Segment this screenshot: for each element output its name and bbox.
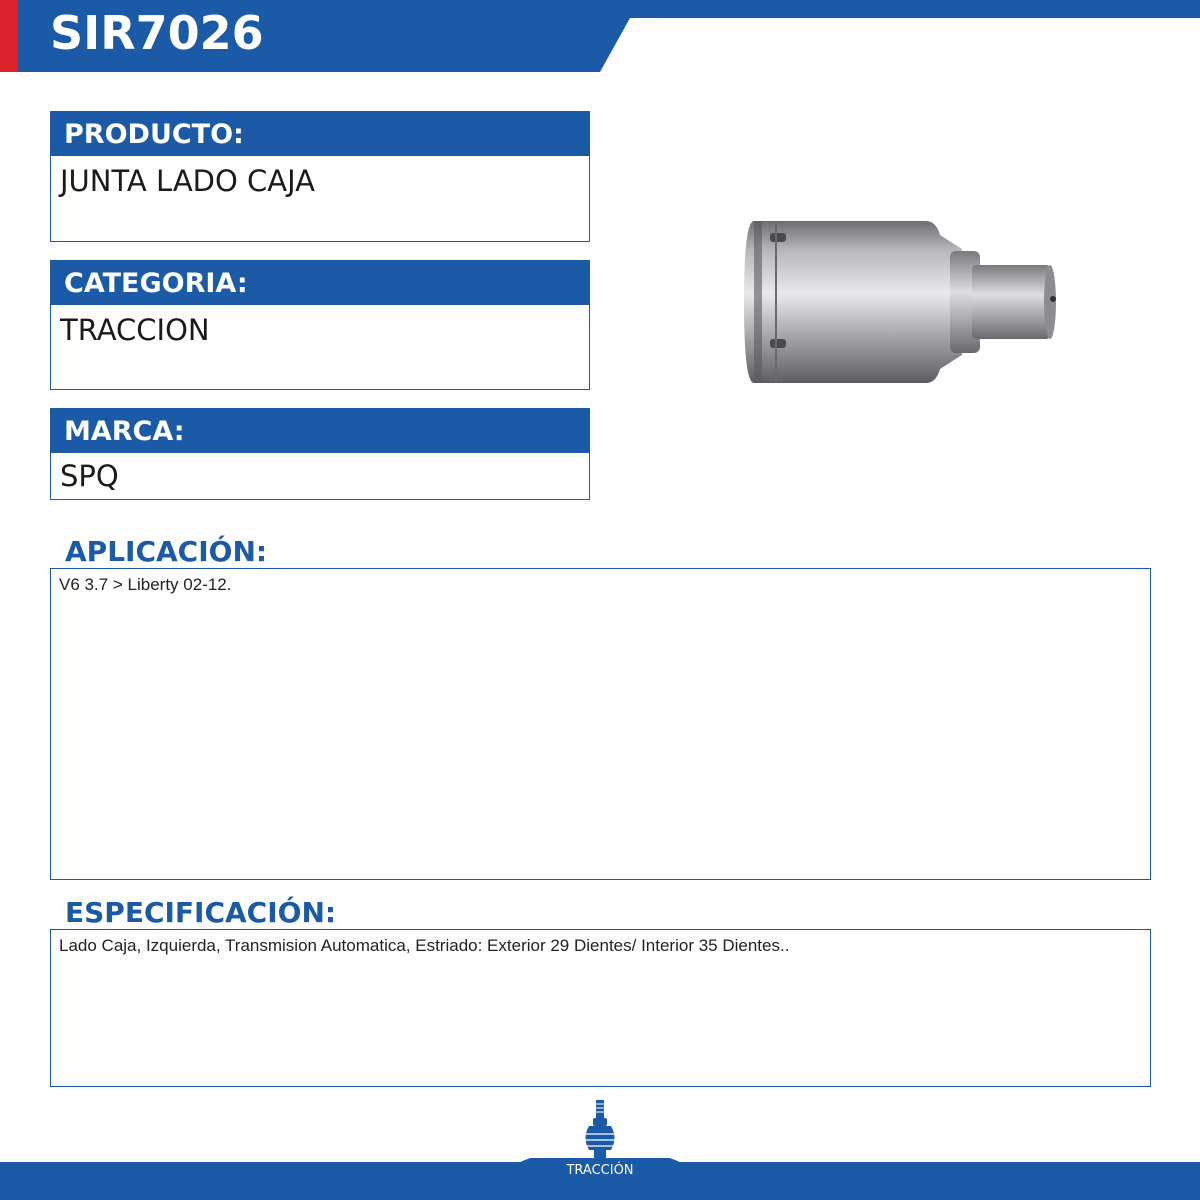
category-label: CATEGORIA: [51,261,589,305]
application-title: APLICACIÓN: [65,535,268,568]
footer-category-label: TRACCIÓN [566,1163,634,1178]
product-value: JUNTA LADO CAJA [60,164,315,198]
product-box [50,111,590,242]
specification-text: Lado Caja, Izquierda, Transmision Automatica, Estriado: Exterior 29 Dientes/ Interior 35 Dientes.. [59,936,790,955]
category-box [50,260,590,390]
brand-box [50,408,590,500]
application-text: V6 3.7 > Liberty 02-12. [59,575,232,594]
cv-joint-icon [580,1098,620,1162]
product-label: PRODUCTO: [51,112,589,156]
brand-value: SPQ [60,459,119,493]
cv-joint-housing-photo [740,215,1070,395]
application-box [50,568,1151,880]
category-value: TRACCION [60,313,210,347]
specification-box [50,929,1151,1087]
brand-label: MARCA: [51,409,589,453]
specification-title: ESPECIFICACIÓN: [65,896,337,929]
product-code: SIR7026 [50,6,264,60]
